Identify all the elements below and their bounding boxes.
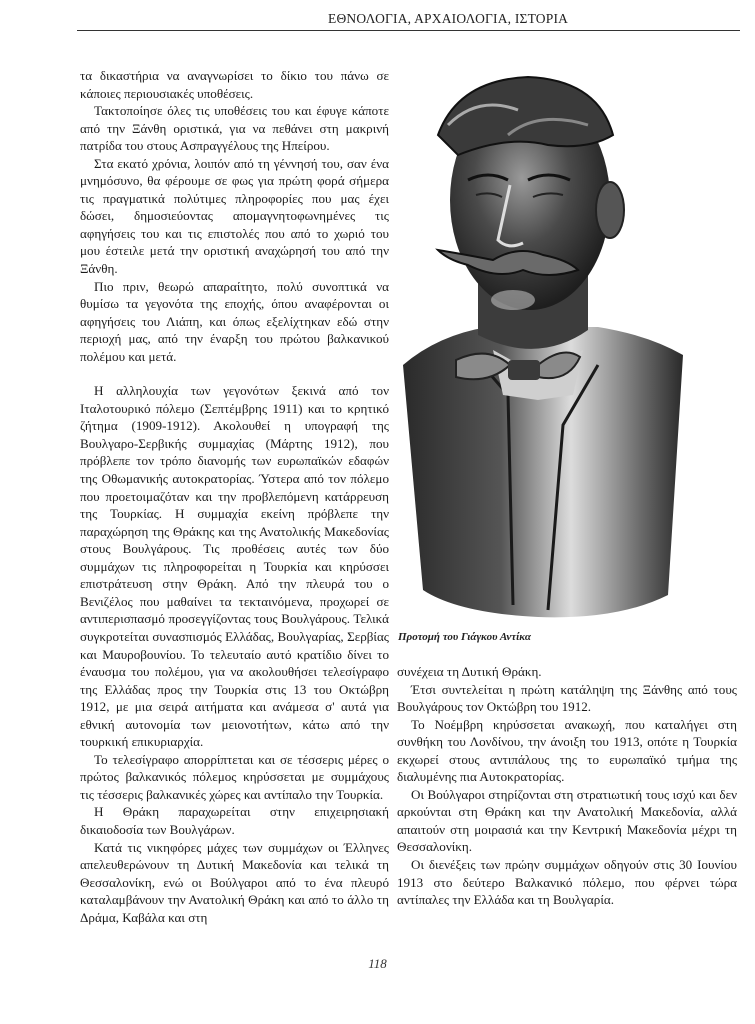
paragraph: Τακτοποίησε όλες τις υποθέσεις του και έφυγε κάποτε από την Ξάνθη οριστικά, για να πεθάνει στη μακρινή πατρίδα του στους Ασπραγγέλους της Ηπείρου.	[80, 103, 389, 154]
page-number: 118	[368, 956, 387, 971]
bust-photo	[398, 65, 683, 620]
paragraph: Πιο πριν, θεωρώ απαραίτητο, πολύ συνοπτικά να θυμίσω τα γεγονότα της εποχής, όπου αναφέρονται οι αφηγήσεις του Λιάπη, και όπως εξελίχτηκαν εδώ στην περιοχή μας, από την έναρξη του πρώτου βαλκανικού πολέμου και μετά.	[80, 278, 389, 364]
left-column	[80, 67, 389, 926]
bust-photo-icon	[398, 65, 683, 620]
paragraph: Οι διενέξεις των πρώην συμμάχων οδηγούν στις 30 Ιουνίου 1913 στο δεύτερο Βαλκανικό πόλεμο, που φέρνει τώρα αντίπαλες την Ελλάδα και τη Βουλγαρία.	[397, 857, 737, 908]
header-rule	[77, 30, 740, 31]
paragraph: Κατά τις νικηφόρες μάχες των συμμάχων οι Έλληνες απελευθερώνουν τη Δυτική Μακεδονία και τελικά τη Θεσσαλονίκη, ενώ οι Βούλγαροι από το ένα πλευρό καταλαμβάνουν την Ανατολική Θράκη και από το άλλο τη Δράμα, Καβάλα και στη	[80, 839, 389, 925]
paragraph: τα δικαστήρια να αναγνωρίσει το δίκιο του πάνω σε κάποιες περιουσιακές υποθέσεις.	[80, 68, 389, 101]
paragraph: Το Νοέμβρη κηρύσσεται ανακωχή, που καταλήγει στη συνθήκη του Λονδίνου, την άνοιξη του 1913, οπότε η Τουρκία εκχωρεί στους αντιπάλους της το ευρωπαϊκό τμήμα της διαλυμένης πια Αυτοκρατορίας.	[397, 716, 737, 785]
figure-caption: Προτομή του Γιάγκου Αντίκα	[398, 631, 531, 643]
paragraph: Το τελεσίγραφο απορρίπτεται και σε τέσσερις μέρες ο πρώτος βαλκανικός πόλεμος κηρύσσεται με συμμάχους τις τέσσερις βαλκανικές χώρες και αντίπαλο την Τουρκία.	[80, 751, 389, 802]
running-head: ΕΘΝΟΛΟΓΙΑ, ΑΡΧΑΙΟΛΟΓΙΑ, ΙΣΤΟΡΙΑ	[328, 11, 569, 26]
paragraph: Η Θράκη παραχωρείται στην επιχειρησιακή δικαιοδοσία των Βουλγάρων.	[80, 804, 389, 837]
paragraph: Οι Βούλγαροι στηρίζονται στη στρατιωτική τους ισχύ και δεν αρκούνται στη Θράκη και την Ανατολική Μακεδονία, αλλά απαιτούν στη μοιρασιά και την Κεντρική Μακεδονία μέχρι τη Θεσσαλονίκη.	[397, 786, 737, 855]
paragraph: Στα εκατό χρόνια, λοιπόν από τη γέννησή του, σαν ένα μνημόσυνο, θα φέρουμε σε φως για πρώτη φορά σήμερα τις πραγματικά πολύτιμες πληροφορίες που μας έχει δώσει, δημοσιεύοντας απομαγνητοφωνημένες τις αφηγήσεις του και τις επιστολές που από το χωριό του μου έστειλε μετά την οριστική αναχώρησή του από την Ξάνθη.	[80, 155, 389, 277]
paragraph: συνέχεια τη Δυτική Θράκη.	[397, 664, 542, 679]
paragraph: Η αλληλουχία των γεγονότων ξεκινά από τον Ιταλοτουρικό πόλεμο (Σεπτέμβρης 1911) και το κρητικό ζήτημα (1909-1912). Ακολουθεί η υπογραφή της Βουλγαρο-Σερβικής συμμαχίας (Μάρτης 1912), που πρόβλεπε τον τρόπο διανομής των ευρωπαϊκών εδαφών της Οθωμανικής αυτοκρατορίας. Ύστερα από τον πόλεμο που προετοιμαζόταν και την προβλεπόμενη κατάρρευση της Τουρκίας. Η συμμαχία εκείνη πρόβλεπε την παραχώρηση της Θράκης και της Ανατολικής Μακεδονίας στους Βουλγάρους. Τις προθέσεις αυτές των δύο συμμάχων τις πληροφορείται η Τουρκία και κηρύσσει επιστράτευση στην Θράκη. Από την πλευρά του ο Βενιζέλος που μαθαίνει τα τεκταινόμενα, προχωρεί σε αντιπερισπασμό προσεγγίζοντας τους Βουλγάρους. Τελικά συγκροτείται συνασπισμός Ελλάδας, Βουλγαρίας, Σερβίας και Μαυροβουνίου. Το τελευταίο αυτό κρατίδιο δίνει το έναυσμα του πολέμου, για να ακολουθήσει τελεσίγραφο της Ελλάδας προς την Τουρκία στις 13 του Οκτώβρη 1912, με μια σειρά αιτήματα και ανάμεσα σ' αυτά για εθνική αυτονομία των μειονοτήτων, κάτω από την τουρκική επικυριαρχία.	[80, 383, 389, 750]
paragraph: Έτσι συντελείται η πρώτη κατάληψη της Ξάνθης από τους Βουλγάρους τον Οκτώβρη του 1912.	[397, 681, 737, 715]
right-column	[397, 663, 737, 909]
